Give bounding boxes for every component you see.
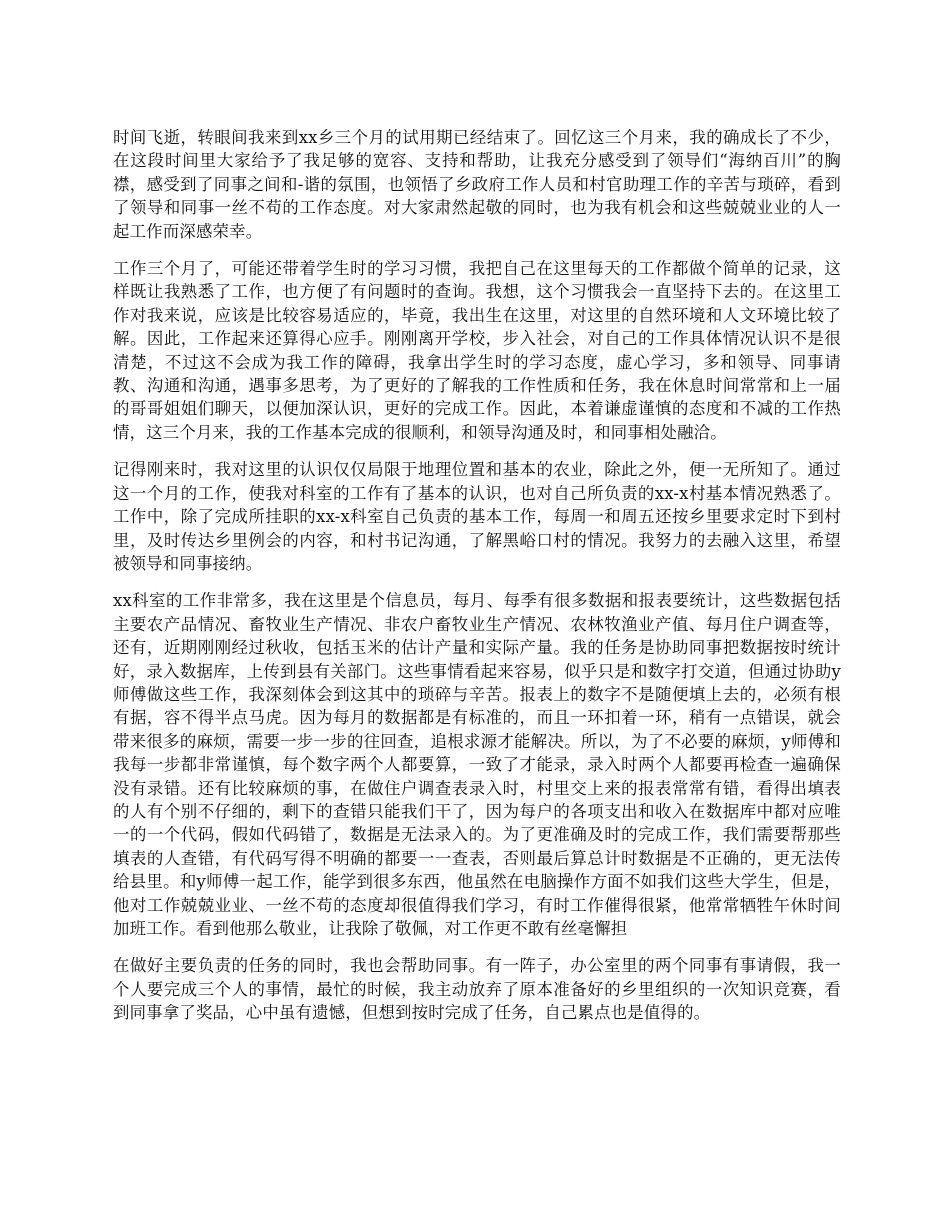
paragraph-1: 时间飞逝，转眼间我来到xx乡三个月的试用期已经结束了。回忆这三个月来，我的确成长了不少，在这段时间里大家给予了我足够的宽容、支持和帮助，让我充分感受到了领导们“海纳百川”的胸襟，感受到了同事之间和-谐的氛围，也领悟了乡政府工作人员和村官助理工作的辛苦与琐碎，看到了领导和同事一丝不苟的工作态度。对大家肃然起敬的同时，也为我有机会和这些兢兢业业的人一起工作而深感荣幸。 (113, 128, 841, 241)
paragraph-3: 记得刚来时，我对这里的认识仅仅局限于地理位置和基本的农业，除此之外，便一无所知了。通过这一个月的工作，使我对科室的工作有了基本的认识，也对自己所负责的xx-x村基本情况熟悉了。工作中，除了完成所挂职的xx-x科室自己负责的基本工作，每周一和周五还按乡里要求定时下到村里，及时传达乡里例会的内容，和村书记沟通，了解黑峪口村的情况。我努力的去融入这里，希望被领导和同事接纳。 (113, 460, 841, 573)
paragraph-4: xx科室的工作非常多，我在这里是个信息员，每月、每季有很多数据和报表要统计，这些数据包括主要农产品情况、畜牧业生产情况、非农户畜牧业生产情况、农林牧渔业产值、每月住户调查等，还有，近期刚刚经过秋收，包括玉米的估计产量和实际产量。我的任务是协助同事把数据按时统计好，录入数据库，上传到县有关部门。这些事情看起来容易，似乎只是和数字打交道，但通过协助y师傅做这些工作，我深刻体会到这其中的琐碎与辛苦。报表上的数字不是随便填上去的，必须有根有据，容不得半点马虎。因为每月的数据都是有标准的，而且一环扣着一环，稍有一点错误，就会带来很多的麻烦，需要一步一步的往回查，追根求源才能解决。所以，为了不必要的麻烦，y师傅和我每一步都非常谨慎，每个数字两个人都要算，一致了才能录，录入时两个人都要再检查一遍确保没有录错。还有比较麻烦的事，在做住户调查表录入时，村里交上来的报表常常有错，看得出填表的人有个别不仔细的，剩下的查错只能我们干了，因为每户的各项支出和收入在数据库中都对应唯一的一个代码，假如代码错了，数据是无法录入的。为了更准确及时的完成工作，我们需要帮那些填表的人查错，有代码写得不明确的都要一一查表，否则最后算总计时数据是不正确的，更无法传给县里。和y师傅一起工作，能学到很多东西，他虽然在电脑操作方面不如我们这些大学生，但是，他对工作兢兢业业、一丝不苟的态度却很值得我们学习，有时工作催得很紧，他常常牺牲午休时间加班工作。看到他那么敬业，让我除了敬佩，对工作更不敢有丝毫懈担 (113, 591, 841, 938)
paragraph-5: 在做好主要负责的任务的同时，我也会帮助同事。有一阵子，办公室里的两个同事有事请假，我一个人要完成三个人的事情，最忙的时候，我主动放弃了原本准备好的乡里组织的一次知识竞赛，看到同事拿了奖品，心中虽有遗憾，但想到按时完成了任务，自己累点也是值得的。 (113, 956, 841, 1023)
document-body (113, 126, 841, 1039)
paragraph-2: 工作三个月了，可能还带着学生时的学习习惯，我把自己在这里每天的工作都做个简单的记录，这样既让我熟悉了工作，也方便了有问题时的查询。我想，这个习惯我会一直坚持下去的。在这里工作对我来说，应该是比较容易适应的，毕竟，我出生在这里，对这里的自然环境和人文环境比较了解。因此，工作起来还算得心应手。刚刚离开学校，步入社会，对自己的工作具体情况认识不是很清楚，不过这不会成为我工作的障碍，我拿出学生时的学习态度，虚心学习，多和领导、同事请教、沟通和沟通，遇事多思考，为了更好的了解我的工作性质和任务，我在休息时间常常和上一届的哥哥姐姐们聊天，以便加深认识，更好的完成工作。因此，本着谦虚谨慎的态度和不减的工作热情，这三个月来，我的工作基本完成的很顺利，和领导沟通及时，和同事相处融洽。 (113, 259, 841, 442)
